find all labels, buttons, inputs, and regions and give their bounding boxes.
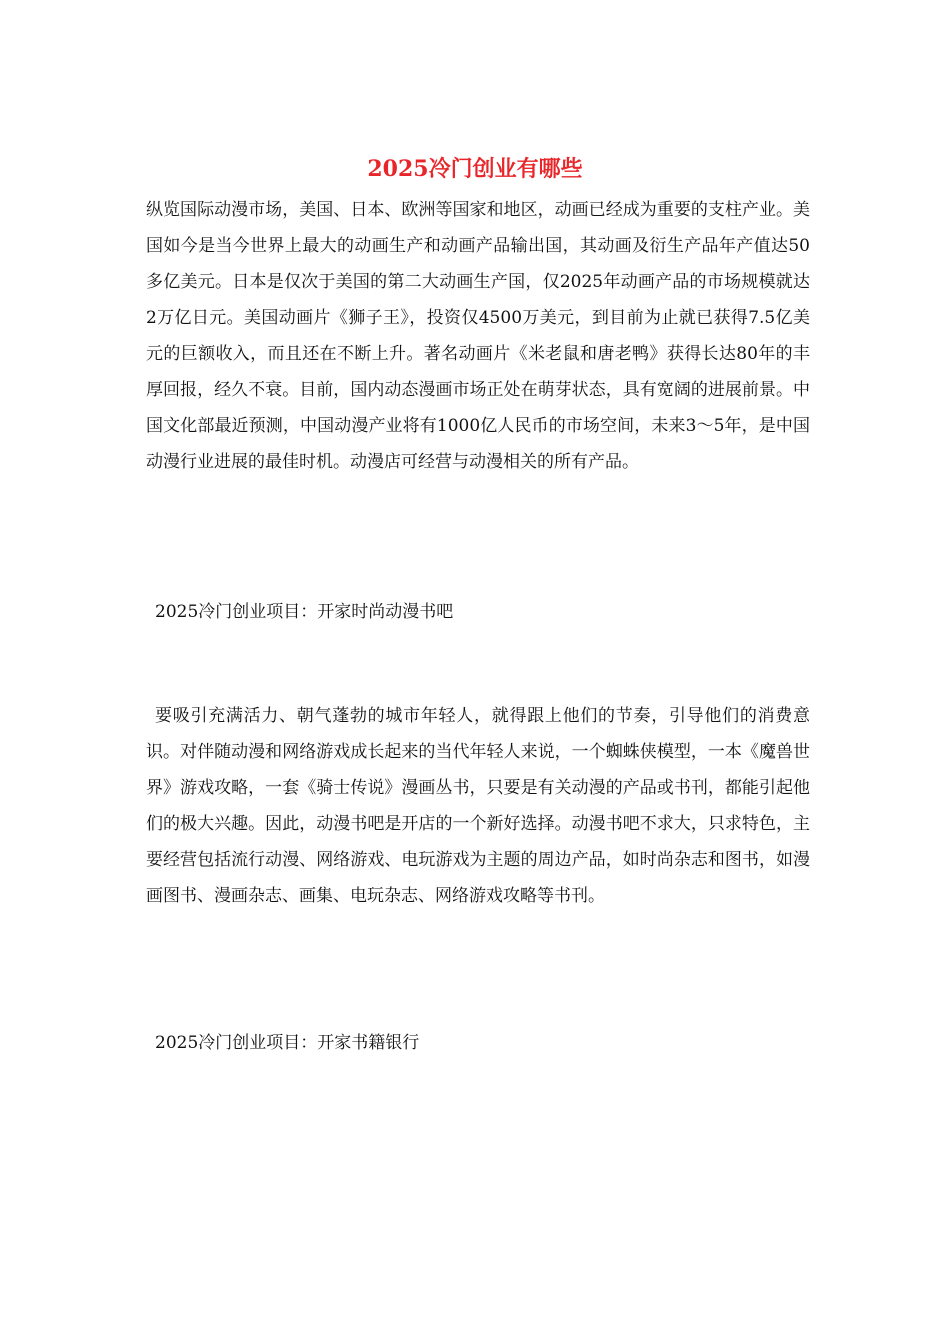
document-title: 2025冷门创业有哪些 [367, 156, 583, 182]
section-heading-book-bank: 2025冷门创业项目：开家书籍银行 [155, 1033, 420, 1053]
section-paragraph-comic-bar: 要吸引充满活力、朝气蓬勃的城市年轻人，就得跟上他们的节奏，引导他们的消费意识。对伴随动漫和网络游戏成长起来的当代年轻人来说，一个蜘蛛侠模型，一本《魔兽世界》游戏攻略，一套《骑士传说》漫画丛书，只要是有关动漫的产品或书刊，都能引起他们的极大兴趣。因此，动漫书吧是开店的一个新好选择。动漫书吧不求大，只求特色，主要经营包括流行动漫、网络游戏、电玩游戏为主题的周边产品，如时尚杂志和图书，如漫画图书、漫画杂志、画集、电玩杂志、网络游戏攻略等书刊。 [146, 706, 810, 906]
section-heading-comic-bar: 2025冷门创业项目：开家时尚动漫书吧 [155, 602, 454, 622]
intro-paragraph: 纵览国际动漫市场，美国、日本、欧洲等国家和地区，动画已经成为重要的支柱产业。美国如今是当今世界上最大的动画生产和动画产品输出国，其动画及衍生产品年产值达50多亿美元。日本是仅次于美国的第二大动画生产国，仅2025年动画产品的市场规模就达2万亿日元。美国动画片《狮子王》，投资仅4500万美元，到目前为止就已获得7.5亿美元的巨额收入，而且还在不断上升。著名动画片《米老鼠和唐老鸭》获得长达80年的丰厚回报，经久不衰。目前，国内动态漫画市场正处在萌芽状态，具有宽阔的进展前景。中国文化部最近预测，中国动漫产业将有1000亿人民币的市场空间，未来3～5年，是中国动漫行业进展的最佳时机。动漫店可经营与动漫相关的所有产品。 [146, 200, 810, 472]
